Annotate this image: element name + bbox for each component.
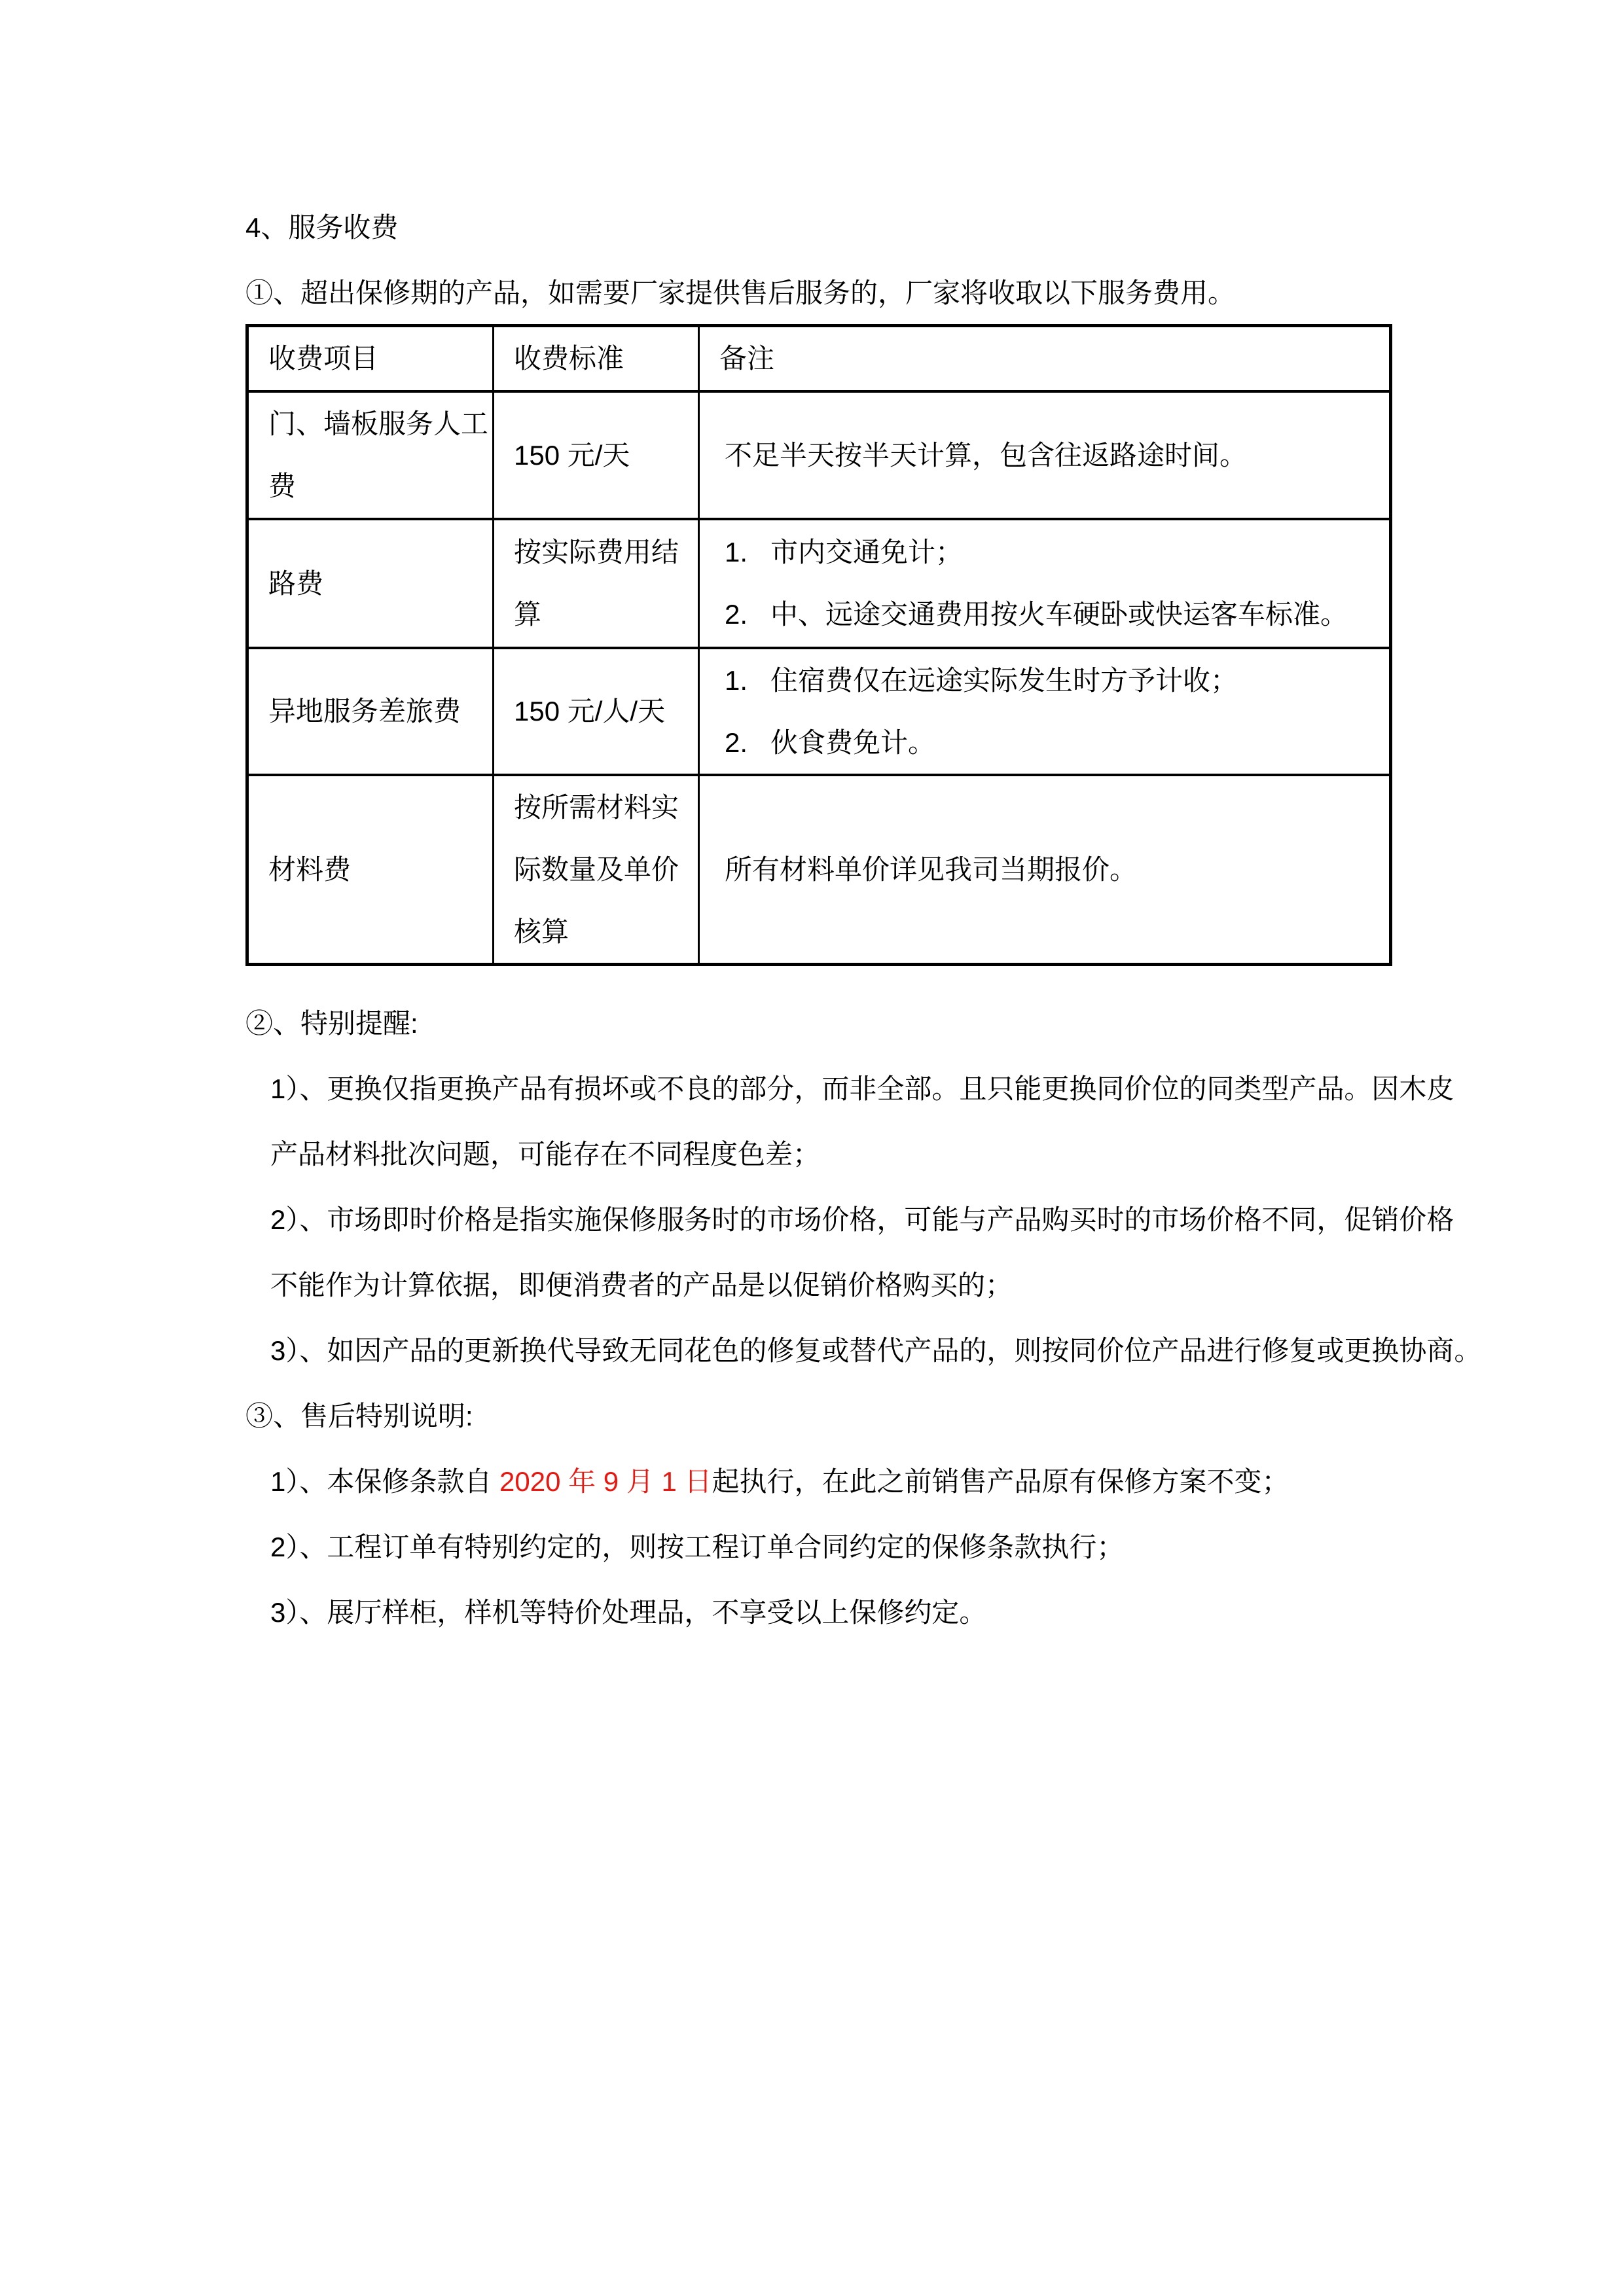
- item-cell: [247, 648, 494, 775]
- standard-cell: [494, 391, 699, 519]
- standard-cell: [494, 648, 699, 775]
- intro-paragraph: ①、超出保修期的产品，如需要厂家提供售后服务的，厂家将收取以下服务费用。: [245, 278, 1236, 308]
- cell-line: 核算: [514, 916, 569, 947]
- section-2-item-1-line-2: 产品材料批次问题，可能存在不同程度色差；: [270, 1139, 821, 1170]
- header-label: 备注: [719, 343, 775, 374]
- table-row: [247, 391, 1391, 519]
- cell-line: 不足半天按半天计算，包含往返路途时间。: [725, 439, 1248, 471]
- cell-line: 所有材料单价详见我司当期报价。: [725, 853, 1138, 885]
- section-3-item-1-prefix: 1）、本保修条款自: [270, 1466, 500, 1497]
- section-2-item-3: 3）、如因产品的更新换代导致无同花色的修复或替代产品的，则按同价位产品进行修复或更换协商。: [270, 1335, 1482, 1366]
- highlighted-date: 2020 年 9 月 1 日: [499, 1466, 712, 1497]
- table-row: [247, 775, 1391, 965]
- cell-line: 路费: [268, 567, 324, 599]
- remarks-cell: [699, 391, 1391, 519]
- cell-line: 际数量及单价: [514, 853, 679, 885]
- remarks-cell: [699, 519, 1391, 648]
- item-cell: [247, 519, 494, 648]
- section-2-item-2-line-1: 2）、市场即时价格是指实施保修服务时的市场价格，可能与产品购买时的市场价格不同，促销价格: [270, 1204, 1454, 1235]
- cell-line: 异地服务差旅费: [268, 696, 461, 726]
- remarks-cell: [699, 775, 1391, 965]
- section-3-title: ③、售后特别说明:: [245, 1401, 473, 1431]
- clause-sections: [245, 989, 1526, 1643]
- remarks-cell: [699, 648, 1391, 775]
- cell-line: 2. 中、远途交通费用按火车硬卧或快运客车标准。: [725, 599, 1348, 630]
- header-cell-standard: [494, 326, 699, 391]
- section-3-item-3: 3）、展厅样柜，样机等特价处理品，不享受以上保修约定。: [270, 1597, 987, 1628]
- section-2-item-1-line-1: 1）、更换仅指更换产品有损坏或不良的部分，而非全部。且只能更换同价位的同类型产品。因木皮: [270, 1073, 1454, 1104]
- cell-line: 算: [514, 599, 542, 630]
- cell-line: 2. 伙食费免计。: [725, 726, 936, 758]
- section-2-title: ②、特别提醒:: [245, 1008, 418, 1039]
- item-cell: [247, 391, 494, 519]
- cell-line: 150 元/天: [514, 439, 630, 471]
- table-row: [247, 648, 1391, 775]
- header-label: 收费标准: [514, 343, 624, 374]
- cell-line: 按所需材料实: [514, 791, 679, 823]
- item-cell: [247, 775, 494, 965]
- table-row: [247, 519, 1391, 648]
- header-cell-item: [247, 326, 494, 391]
- section-3-item-2: 2）、工程订单有特别约定的，则按工程订单合同约定的保修条款执行；: [270, 1532, 1125, 1562]
- section-3-item-1-suffix: 起执行，在此之前销售产品原有保修方案不变；: [712, 1466, 1290, 1497]
- cell-line: 按实际费用结: [514, 537, 679, 567]
- page-title: 4、服务收费: [245, 212, 399, 243]
- cell-line: 材料费: [268, 853, 352, 885]
- fee-table-header-row: [247, 326, 1391, 391]
- cell-line: 150 元/人/天: [514, 696, 666, 726]
- cell-line: 1. 市内交通免计；: [725, 537, 964, 567]
- section-3-item-1: [245, 1447, 1526, 1513]
- fee-table: [245, 324, 1392, 966]
- cell-line: 1. 住宿费仅在远途实际发生时方予计收；: [725, 664, 1238, 696]
- standard-cell: [494, 519, 699, 648]
- header-label: 收费项目: [268, 343, 379, 374]
- header-cell-remarks: [699, 326, 1391, 391]
- standard-cell: [494, 775, 699, 965]
- cell-line: 费: [268, 471, 297, 501]
- section-2-item-2-line-2: 不能作为计算依据，即便消费者的产品是以促销价格购买的；: [270, 1270, 1013, 1300]
- cell-line: 门、墙板服务人工: [268, 408, 489, 439]
